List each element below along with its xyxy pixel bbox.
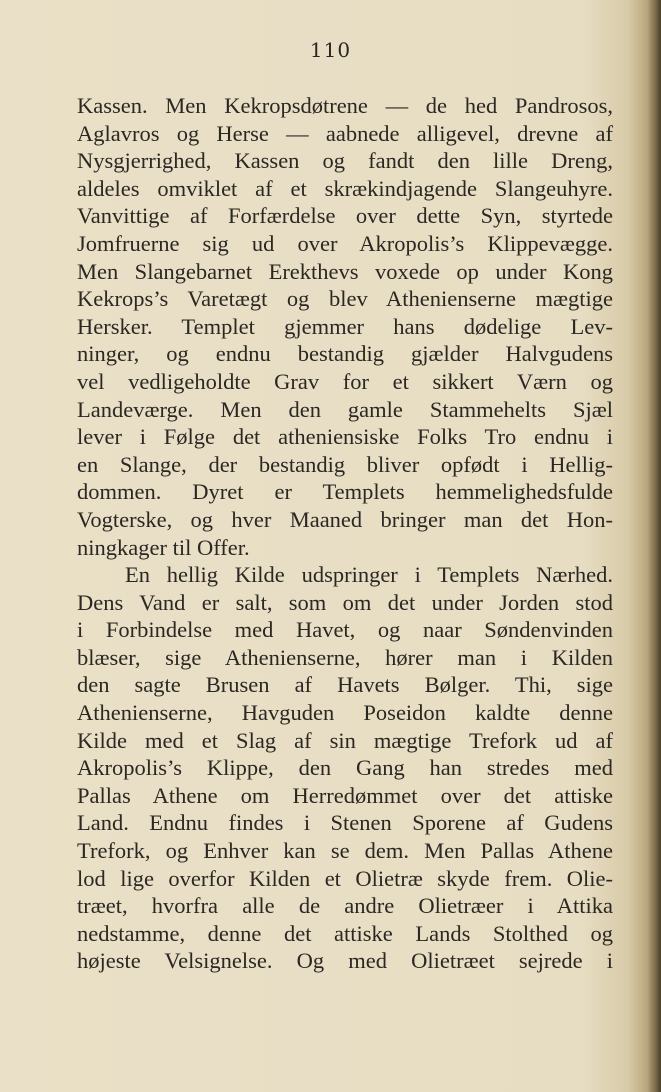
text-line: Kassen. Men Kekropsdøtrene — de hed Pandrosos, bbox=[77, 93, 613, 118]
text-line: Kilde med et Slag af sin mægtige Trefork ud af bbox=[77, 727, 613, 753]
text-line: Vanvittige af Forfærdelse over dette Syn, styrtede bbox=[77, 203, 613, 229]
text-line: i Forbindelse med Havet, og naar Søndenvinden bbox=[77, 617, 613, 643]
text-line: højeste Velsignelse. Og med Olietræet sejrede i bbox=[77, 948, 613, 974]
text-line: Land. Endnu findes i Stenen Sporene af Gudens bbox=[77, 810, 613, 836]
text-line: Jomfruerne sig ud over Akropolis’s Klippevægge. bbox=[77, 230, 613, 256]
page-number: 110 bbox=[309, 38, 352, 62]
text-line: Akropolis’s Klippe, den Gang han stredes med bbox=[77, 755, 613, 781]
text-line: dommen. Dyret er Templets hemmelighedsfulde bbox=[77, 479, 613, 505]
text-line: Trefork, og Enhver kan se dem. Men Pallas Athene bbox=[77, 838, 613, 864]
text-line: lod lige overfor Kilden et Olietræ skyde frem. Olie- bbox=[77, 865, 613, 891]
page-edge-shadow bbox=[647, 0, 661, 1092]
text-line: aldeles omviklet af et skrækindjagende Slangeuhyre. bbox=[77, 175, 613, 201]
text-line: Kekrops’s Varetægt og blev Athenienserne mægtige bbox=[77, 286, 613, 312]
text-line: træet, hvorfra alle de andre Olietræer i Attika bbox=[77, 893, 613, 919]
text-line: Landeværge. Men den gamle Stammehelts Sjæl bbox=[77, 396, 613, 422]
text-line: Hersker. Templet gjemmer hans dødelige Lev- bbox=[77, 313, 613, 339]
text-line: den sagte Brusen af Havets Bølger. Thi, sige bbox=[77, 672, 613, 698]
text-line: Vogterske, og hver Maaned bringer man det Hon- bbox=[77, 506, 613, 532]
paragraph-end-line: ningkager til Offer. bbox=[77, 534, 250, 560]
text-line: Pallas Athene om Herredømmet over det attiske bbox=[77, 782, 613, 808]
text-line: vel vedligeholdte Grav for et sikkert Værn og bbox=[77, 368, 613, 394]
text-line: en Slange, der bestandig bliver opfødt i Hellig- bbox=[77, 451, 613, 477]
text-line: ninger, og endnu bestandig gjælder Halvgudens bbox=[77, 341, 613, 367]
text-line: lever i Følge det atheniensiske Folks Tro endnu i bbox=[77, 424, 613, 450]
text-line: Aglavros og Herse — aabnede alligevel, drevne af bbox=[77, 120, 613, 146]
text-line: blæser, sige Athenienserne, hører man i Kilden bbox=[77, 644, 613, 670]
text-line: Athenienserne, Havguden Poseidon kaldte denne bbox=[77, 700, 613, 726]
text-line: Nysgjerrighed, Kassen og fandt den lille Dreng, bbox=[77, 148, 613, 174]
body-text bbox=[77, 92, 613, 975]
text-line: Men Slangebarnet Erekthevs voxede op under Kong bbox=[77, 258, 613, 284]
paragraph-start-line: En hellig Kilde udspringer i Templets Nærhed. bbox=[125, 562, 613, 588]
text-line: Dens Vand er salt, som om det under Jorden stod bbox=[77, 589, 613, 615]
text-line: nedstamme, denne det attiske Lands Stolthed og bbox=[77, 920, 613, 946]
